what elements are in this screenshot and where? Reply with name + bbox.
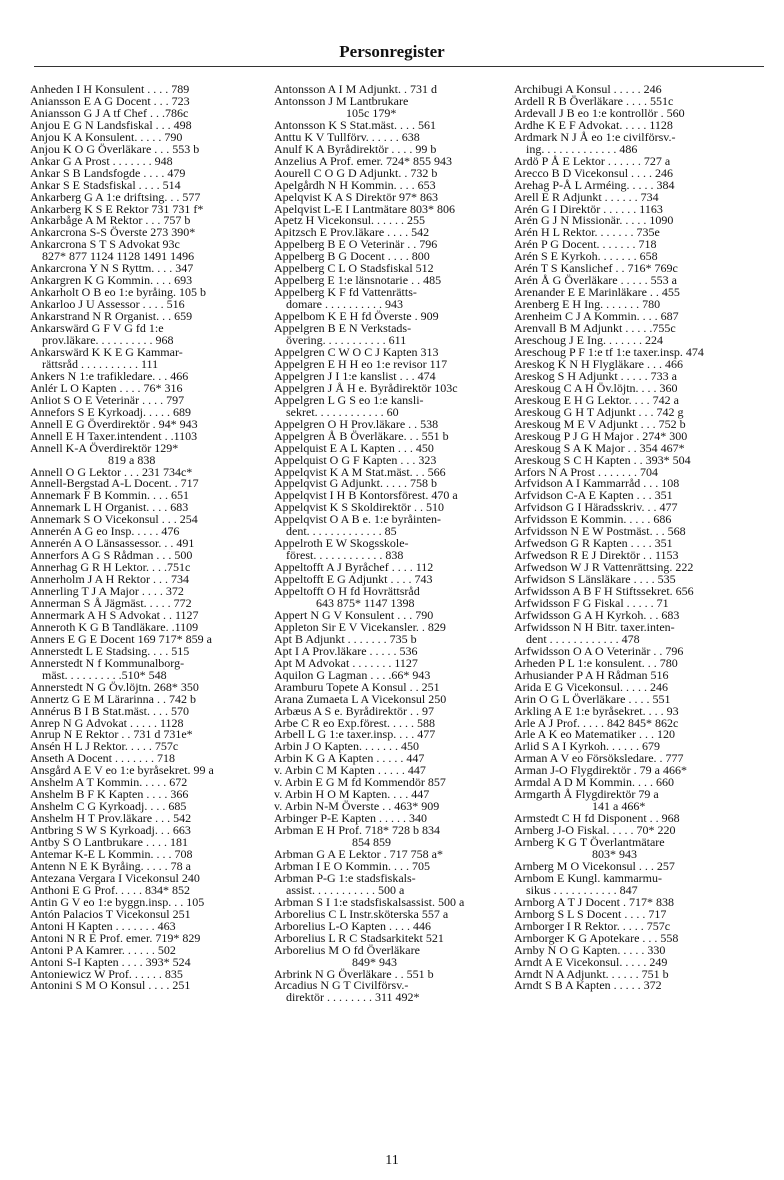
register-entry: Ankarcrona S T S Advokat 93c <box>30 237 180 252</box>
register-entry: Apelqvist K A S Direktör 97* 863 <box>274 189 438 204</box>
register-entry: Appelqvist G Adjunkt. . . . . 758 b <box>274 476 438 491</box>
register-column-2 <box>274 84 510 1004</box>
register-entry: Anshelm H T Prov.läkare . . . 542 <box>30 811 192 826</box>
register-entry: Anlér L O Kapten . . . . 76* 316 <box>30 380 183 395</box>
register-entry: dent. . . . . . . . . . . . . 85 <box>274 524 397 539</box>
register-entry: Anulf K A Byrådirektör . . . . 99 b <box>274 141 437 156</box>
register-entry: Areschoug P F 1:e tf 1:e taxer.insp. 474 <box>514 344 704 359</box>
register-entry: Arbman G A E Lektor . 717 758 a* <box>274 847 443 861</box>
register-entry: Arlid S A I Kyrkoh. . . . . . 679 <box>514 739 661 754</box>
register-entry: Arfors N A Prost . . . . . . . 704 <box>514 464 659 479</box>
register-entry: Aniansson E A G Docent . . . 723 <box>30 93 190 108</box>
register-entry: Arfwidsson O A O Veterinär . . 796 <box>514 643 684 658</box>
register-entry: Arborelius M O fd Överläkare <box>274 942 420 957</box>
register-entry: Appeltofft O H fd Hovrättsråd <box>274 584 420 599</box>
register-entry: Arfvidsson E Kommin. . . . . 686 <box>514 512 672 527</box>
page-number: 11 <box>385 1153 399 1168</box>
register-entry: Apetz H Vicekonsul. . . . . . 255 <box>274 213 426 228</box>
register-entry: dent . . . . . . . . . . . . 478 <box>514 631 640 646</box>
register-entry: Arenvall B M Adjunkt . . . . .755c <box>514 321 676 336</box>
register-entry: Anjou E G N Landsfiskal . . . 498 <box>30 117 192 132</box>
register-entry: Anrep N G Advokat . . . . . 1128 <box>30 715 184 730</box>
register-entry: Arborelius L-O Kapten . . . . 446 <box>274 918 431 933</box>
register-entry: Annermark A H S Advokat . . 1127 <box>30 607 199 622</box>
register-entry: Annerstedt L E Stadsing. . . . 515 <box>30 643 190 658</box>
register-entry: Arndt A E Vicekonsul. . . . . 249 <box>514 954 668 969</box>
register-entry: Ankar S B Landsfogde . . . . 479 <box>30 165 186 180</box>
register-entry: Areschoug J E Ing. . . . . . . 224 <box>514 333 663 348</box>
register-entry: Ankarcrona Y N S Ryttm. . . . 347 <box>30 261 194 276</box>
register-entry: Annerstedt N f Kommunalborg- <box>30 655 185 670</box>
register-entry: Areskoug C A H Öv.löjtn. . . . 360 <box>514 380 678 395</box>
register-entry: Arenheim C J A Kommin. . . . 687 <box>514 309 679 324</box>
register-entry: 141 a 466* <box>514 799 646 814</box>
register-entry: Apt M Advokat . . . . . . . 1127 <box>274 655 418 670</box>
register-entry: Ankarholt O B eo 1:e byråing. 105 b <box>30 285 206 300</box>
register-entry: Apt I A Prov.läkare . . . . . 536 <box>274 643 418 658</box>
register-column-3 <box>514 84 750 992</box>
register-entry: Antoniewicz W Prof. . . . . . 835 <box>30 966 183 981</box>
register-entry: Arén G J N Missionär. . . . . 1090 <box>514 213 674 228</box>
register-entry: Arnborger I R Rektor. . . . . 757c <box>514 918 671 933</box>
register-entry: Annell K-A Överdirektör 129* <box>30 440 179 455</box>
register-entry: Apelqvist L-E I Lantmätare 803* 806 <box>274 201 455 216</box>
register-entry: Arfvidsson N E W Postmäst. . . 568 <box>514 524 686 539</box>
register-entry: Arnborg S L S Docent . . . . 717 <box>514 906 667 921</box>
register-entry: Appelgren L G S eo 1:e kansli- <box>274 392 424 407</box>
register-entry: 819 a 838 <box>30 452 156 467</box>
register-entry: Anshelm C G Kyrkoadj. . . . 685 <box>30 799 187 814</box>
register-entry: Antin G V eo 1:e byggn.insp. . . 105 <box>30 894 205 909</box>
register-entry: Ankar G A Prost . . . . . . . 948 <box>30 153 173 168</box>
register-entry: Apitzsch E Prov.läkare . . . . 542 <box>274 225 430 240</box>
register-entry: Areskoug E H G Lektor. . . . 742 a <box>514 392 679 407</box>
register-entry: Arbe C R eo Exp.förest. . . . . 588 <box>274 715 435 730</box>
register-entry: Aramburu Topete A Konsul . . 251 <box>274 679 440 694</box>
register-entry: Appelqvist K A M Stat.mäst. . . 566 <box>274 464 446 479</box>
register-entry: Annell-Bergstad A-L Docent. . 717 <box>30 476 199 491</box>
register-entry: Antezana Vergara I Vicekonsul 240 <box>30 870 200 885</box>
register-entry: Antonsson J M Lantbrukare <box>274 93 409 108</box>
register-entry: Appelgren C W O C J Kapten 313 <box>274 344 439 359</box>
register-entry: Appelqvist O A B e. 1:e byråinten- <box>274 512 441 527</box>
register-entry: Annertz G E M Lärarinna . . 742 b <box>30 691 196 706</box>
register-entry: Annemark L H Organist. . . . 683 <box>30 500 189 515</box>
register-entry: Anrup N E Rektor . . 731 d 731e* <box>30 727 193 742</box>
register-entry: Anheden I H Konsulent . . . . 789 <box>30 82 190 96</box>
register-entry: Appert N G V Konsulent . . . 790 <box>274 607 434 622</box>
register-entry: Aourell C O G D Adjunkt. . 732 b <box>274 165 438 180</box>
register-entry: Arenander E E Marinläkare . . 455 <box>514 285 680 300</box>
register-entry: Appelberg B G Docent . . . . 800 <box>274 249 430 264</box>
register-entry: Antemar K-E L Kommin. . . . 708 <box>30 847 193 861</box>
register-entry: Arfwedson G R Kapten . . . . 351 <box>514 536 673 551</box>
register-entry: Ankarswärd G F V G fd 1:e <box>30 321 164 336</box>
register-column-1 <box>30 84 266 992</box>
register-entry: Annérus B I B Stat.mäst. . . . 570 <box>30 703 189 718</box>
register-entry: Anshelm A T Kommin. . . . . 672 <box>30 775 188 790</box>
register-entry: Anzelius A Prof. emer. 724* 855 943 <box>274 153 452 168</box>
register-entry: Arén Å G Överläkare . . . . . 553 a <box>514 273 677 288</box>
register-entry: Appelgren J Å H e. Byrådirektör 103c <box>274 380 458 395</box>
register-entry: Arnby N O G Kapten. . . . . 330 <box>514 942 666 957</box>
register-entry: Appelgren B E N Verkstads- <box>274 321 412 336</box>
register-entry: Apelgårdh N H Kommin. . . . 653 <box>274 177 436 192</box>
register-entry: Ankarberg G A 1:e driftsing. . . 577 <box>30 189 201 204</box>
register-entry: Anneroth K G B Tandläkare. .1109 <box>30 619 199 634</box>
register-entry: Appelberg K F fd Vattenrätts- <box>274 285 417 300</box>
register-entry: Ankargren K G Kommin. . . . 693 <box>30 273 193 288</box>
register-entry: Arfvidson G I Häradsskriv. . . 477 <box>514 500 678 515</box>
register-entry: Annell E G Överdirektör . 94* 943 <box>30 416 198 431</box>
register-entry: Arnberg K G T Överlantmätare <box>514 835 665 850</box>
register-entry: Arman A V eo Försöksledare. . 777 <box>514 751 684 766</box>
register-entry: 854 859 <box>274 835 391 850</box>
register-entry: Areskoug G H T Adjunkt . . . 742 g <box>514 404 684 419</box>
register-entry: v. Arbin E G M fd Kommendör 857 <box>274 775 446 790</box>
register-entry: Archibugi A Konsul . . . . . 246 <box>514 82 662 96</box>
register-entry: Ankarswärd K K E G Kammar- <box>30 344 183 359</box>
register-entry: Arnborg A T J Docent . 717* 838 <box>514 894 675 909</box>
register-entry: Arehag P-Å L Arméing. . . . . 384 <box>514 177 675 192</box>
register-entry: Apt B Adjunkt . . . . . . . 735 b <box>274 631 417 646</box>
register-entry: mäst. . . . . . . . . .510* 548 <box>30 667 167 682</box>
register-entry: Annerling T J A Major . . . . 372 <box>30 584 184 599</box>
register-entry: Arnbom E Kungl. kammarmu- <box>514 870 662 885</box>
register-entry: Annerén A G eo Insp. . . . . 476 <box>30 524 180 539</box>
register-entry: Annerman S Å Jägmäst. . . . . 772 <box>30 595 192 610</box>
register-entry: Ardmark N J Å eo 1:e civilförsv.- <box>514 129 676 144</box>
register-entry: Areskog S H Adjunkt . . . . . 733 a <box>514 368 677 383</box>
register-entry: v. Arbin H O M Kapten. . . . 447 <box>274 787 430 802</box>
register-entry: Arén G I Direktör . . . . . . 1163 <box>514 201 663 216</box>
register-entry: Appelgren J I 1:e kanslist . . . 474 <box>274 368 436 383</box>
register-entry: Arida E G Vicekonsul. . . . . 246 <box>514 679 669 694</box>
register-entry: Arfwidson S Länsläkare . . . . 535 <box>514 572 676 587</box>
register-entry: Arell E R Adjunkt . . . . . . 734 <box>514 189 659 204</box>
register-entry: 643 875* 1147 1398 <box>274 595 415 610</box>
register-entry: direktör . . . . . . . . 311 492* <box>274 990 420 1005</box>
register-entry: förest. . . . . . . . . . . . 838 <box>274 548 404 563</box>
register-entry: Arnborger K G Apotekare . . . 558 <box>514 930 679 945</box>
register-entry: Ankarcrona S-S Överste 273 390* <box>30 225 196 240</box>
register-entry: Ankarstrand N R Organist. . . 659 <box>30 309 193 324</box>
register-entry: Arén T S Kanslichef . . 716* 769c <box>514 261 678 276</box>
register-entry: Arfwidsson F G Fiskal . . . . . 71 <box>514 595 669 610</box>
register-entry: Arecco B D Vicekonsul . . . . 246 <box>514 165 674 180</box>
register-entry: Annemark S O Vicekonsul . . . 254 <box>30 512 198 527</box>
register-entry: Annerhag G R H Lektor. . . .751c <box>30 560 191 575</box>
register-entry: Arbin J O Kapten. . . . . . . 450 <box>274 739 419 754</box>
register-entry: Arfwidsson N H Bitr. taxer.inten- <box>514 619 675 634</box>
register-entry: Arfwedson R E J Direktör . . 1153 <box>514 548 679 563</box>
register-entry: Ardevall J B eo 1:e kontrollör . 560 <box>514 105 685 120</box>
register-entry: övering. . . . . . . . . . . 611 <box>274 333 407 348</box>
register-entry: Armstedt C H fd Disponent . . 968 <box>514 811 680 826</box>
register-entry: Annefors S E Kyrkoadj. . . . . 689 <box>30 404 191 419</box>
register-entry: prov.läkare. . . . . . . . . . 968 <box>30 333 174 348</box>
register-entry: ing. . . . . . . . . . . . . 486 <box>514 141 638 156</box>
register-entry: Ardhe K E F Advokat. . . . . 1128 <box>514 117 673 132</box>
register-entry: Arndt S B A Kapten . . . . . 372 <box>514 978 662 993</box>
register-entry: Antby S O Lantbrukare . . . . 181 <box>30 835 188 850</box>
register-entry: sekret. . . . . . . . . . . . 60 <box>274 404 399 419</box>
register-entry: Appelbom K E H fd Överste . 909 <box>274 309 439 324</box>
register-entry: Antoni P A Kamrer. . . . . . 502 <box>30 942 176 957</box>
register-entry: Ansén H L J Rektor. . . . . 757c <box>30 739 179 754</box>
register-entry: 105c 179* <box>274 105 397 120</box>
register-entry: Arborelius C L Instr.sköterska 557 a <box>274 906 449 921</box>
register-entry: 849* 943 <box>274 954 397 969</box>
register-entry: Appelberg B E O Veterinär . . 796 <box>274 237 438 252</box>
register-entry: Armdal A D M Kommin. . . . 660 <box>514 775 675 790</box>
register-entry: Arbell L G 1:e taxer.insp. . . . 477 <box>274 727 436 742</box>
register-entry: Appeltofft A J Byråchef . . . . 112 <box>274 560 434 575</box>
register-entry: Anjou K O G Överläkare . . . 553 b <box>30 141 200 156</box>
register-entry: Areskoug S A K Major . . 354 467* <box>514 440 685 455</box>
register-entry: Ankarbåge A M Rektor . . . 757 b <box>30 213 191 228</box>
register-entry: rättsråd . . . . . . . . . . 111 <box>30 356 159 371</box>
register-entry: Arén H L Rektor. . . . . . . 735e <box>514 225 660 240</box>
register-entry: Arheden P L 1:e konsulent. . . 780 <box>514 655 678 670</box>
register-entry: Anthoni E G Prof. . . . . 834* 852 <box>30 882 190 897</box>
register-entry: Annerfors A G S Rådman . . . 500 <box>30 548 193 563</box>
register-entry: Armgarth Å Flygdirektör 79 a <box>514 787 659 802</box>
register-entry: Anners E G E Docent 169 717* 859 a <box>30 631 212 646</box>
register-entry: Arbman S I 1:e stadsfiskalsassist. 500 a <box>274 894 465 909</box>
register-entry: Annerstedt N G Öv.löjtn. 268* 350 <box>30 679 199 694</box>
register-entry: Ansgård A E V eo 1:e byråsekret. 99 a <box>30 763 214 778</box>
register-entry: Aquilon G Lagman . . . .66* 943 <box>274 667 431 682</box>
register-entry: Arén P G Docent. . . . . . . 718 <box>514 237 657 252</box>
register-entry: Areskoug P J G H Major . 274* 300 <box>514 428 688 443</box>
register-entry: Arbin K G A Kapten . . . . . 447 <box>274 751 425 766</box>
register-entry: Arbrink N G Överläkare . . 551 b <box>274 966 434 981</box>
register-entry: Arenberg E H Ing. . . . . . . 780 <box>514 297 661 312</box>
register-entry: Appelquist E A L Kapten . . . 450 <box>274 440 434 455</box>
register-entry: Arbinger P-E Kapten . . . . . 340 <box>274 811 427 826</box>
register-entry: Anshelm B F K Kapten . . . . 366 <box>30 787 189 802</box>
register-entry: Antón Palacios T Vicekonsul 251 <box>30 906 191 921</box>
register-entry: domare . . . . . . . . . . 943 <box>274 297 403 312</box>
register-entry: Appelgren E H H eo 1:e revisor 117 <box>274 356 448 371</box>
register-entry: Appleton Sir E V Vicekansler. . 829 <box>274 619 446 634</box>
register-entry: Annerén A O Länsassessor. . . 491 <box>30 536 195 551</box>
register-entry: Appeltofft E G Adjunkt . . . . 743 <box>274 572 433 587</box>
register-entry: Arle A J Prof. . . . . 842 845* 862c <box>514 715 679 730</box>
register-entry: Annemark F B Kommin. . . . 651 <box>30 488 189 503</box>
register-entry: Areskoug M E V Adjunkt . . . 752 b <box>514 416 686 431</box>
register-entry: Appelberg E 1:e länsnotarie . . 485 <box>274 273 442 288</box>
register-entry: Ankarberg K S E Rektor 731 731 f* <box>30 201 204 216</box>
register-entry: Ardell R B Överläkare . . . . 551c <box>514 93 674 108</box>
register-entry: Appelqvist I H B Kontorsförest. 470 a <box>274 488 458 503</box>
register-entry: Arana Zumaeta L A Vicekonsul 250 <box>274 691 447 706</box>
register-entry: Arfvidson C-A E Kapten . . . 351 <box>514 488 673 503</box>
register-entry: Areskoug S C H Kapten . . 393* 504 <box>514 452 691 467</box>
register-entry: Appelgren O H Prov.läkare . . 538 <box>274 416 439 431</box>
register-entry: sikus . . . . . . . . . . . 847 <box>514 882 638 897</box>
register-entry: Annerholm J A H Rektor . . . 734 <box>30 572 189 587</box>
register-entry: Arcadius N G T Civilförsv.- <box>274 978 409 993</box>
register-entry: Arbman P-G 1:e stadsfiskals- <box>274 870 416 885</box>
register-entry: Ankers N 1:e trafikledare. . . 466 <box>30 368 189 383</box>
register-entry: Anseth A Docent . . . . . . . 718 <box>30 751 175 766</box>
register-entry: Arnberg M O Vicekonsul . . . 257 <box>514 858 675 873</box>
register-entry: assist. . . . . . . . . . . 500 a <box>274 882 405 897</box>
register-entry: Arfwidsson G A H Kyrkoh. . . 683 <box>514 607 680 622</box>
register-entry: Arnberg J-O Fiskal. . . . . 70* 220 <box>514 823 676 838</box>
register-entry: 803* 943 <box>514 847 637 861</box>
register-entry: Arndt N A Adjunkt. . . . . . 751 b <box>514 966 669 981</box>
register-entry: Appelgren Å B Överläkare. . . 551 b <box>274 428 449 443</box>
register-entry: Anliot S O E Veterinär . . . . 797 <box>30 392 185 407</box>
register-entry: Arbæus A S e. Byrådirektör . . 97 <box>274 703 434 718</box>
register-entry: Appelquist O G F Kapten . . . 323 <box>274 452 437 467</box>
register-entry: Arén S E Kyrkoh. . . . . . . 658 <box>514 249 658 264</box>
register-entry: Anttu K V Tullförv. . . . . . 638 <box>274 129 420 144</box>
register-entry: Arin O G L Överläkare . . . . 551 <box>514 691 671 706</box>
register-entry: Antoni S-I Kapten . . . . 393* 524 <box>30 954 191 969</box>
register-entry: 827* 877 1124 1128 1491 1496 <box>30 249 195 264</box>
register-entry: Anjou K A Konsulent. . . . . 790 <box>30 129 183 144</box>
register-entry: Appelroth E W Skogsskole- <box>274 536 409 551</box>
register-entry: Arfvidson A I Kammarråd . . . 108 <box>514 476 680 491</box>
register-entry: Arle A K eo Matematiker . . . 120 <box>514 727 675 742</box>
register-entry: Arman J-O Flygdirektör . 79 a 466* <box>514 763 687 778</box>
register-entry: Arhusiander P A H Rådman 516 <box>514 667 669 682</box>
register-entry: Annell O G Lektor . . . 231 734c* <box>30 464 193 479</box>
page-title: Personregister <box>339 42 445 61</box>
register-entry: Ardö P Å E Lektor . . . . . . 727 a <box>514 153 671 168</box>
register-entry: Antonsson K S Stat.mäst. . . . 561 <box>274 117 437 132</box>
register-entry: Areskog K N H Flygläkare . . . 466 <box>514 356 683 371</box>
register-entry: Arfwedson W J R Vattenrättsing. 222 <box>514 560 694 575</box>
register-entry: Arbman E H Prof. 718* 728 b 834 <box>274 823 440 838</box>
register-entry: Antonini S M O Konsul . . . . 251 <box>30 978 191 993</box>
register-entry: Arfwidsson A B F H Stiftssekret. 656 <box>514 584 694 599</box>
register-entry: Arborelius L R C Stadsarkitekt 521 <box>274 930 444 945</box>
register-entry: Appelqvist K S Skoldirektör . . 510 <box>274 500 444 515</box>
register-entry: Antbring S W S Kyrkoadj. . . 663 <box>30 823 191 838</box>
register-entry: v. Arbin N-M Överste . . 463* 909 <box>274 799 440 814</box>
register-entry: Antoni H Kapten . . . . . . . 463 <box>30 918 176 933</box>
register-entry: Antenn N E K Byråing. . . . . 78 a <box>30 858 191 873</box>
register-entry: Aniansson G J A tf Chef . . .786c <box>30 105 189 120</box>
register-entry: Ankar S E Stadsfiskal . . . . 514 <box>30 177 181 192</box>
register-entry: Appelberg C L O Stadsfiskal 512 <box>274 261 434 276</box>
register-entry: Annell E H Taxer.intendent . .1103 <box>30 428 198 443</box>
register-entry: Antonsson A I M Adjunkt. . 731 d <box>274 82 438 96</box>
register-entry: Arbman I E O Kommin. . . . 705 <box>274 858 430 873</box>
register-entry: v. Arbin C M Kapten . . . . . 447 <box>274 763 426 778</box>
register-entry: Arkling A E 1:e byråsekret. . . . 93 <box>514 703 679 718</box>
header-rule <box>34 66 764 67</box>
register-entry: Antoni N R E Prof. emer. 719* 829 <box>30 930 201 945</box>
register-entry: Ankarloo J U Assessor . . . . 516 <box>30 297 185 312</box>
